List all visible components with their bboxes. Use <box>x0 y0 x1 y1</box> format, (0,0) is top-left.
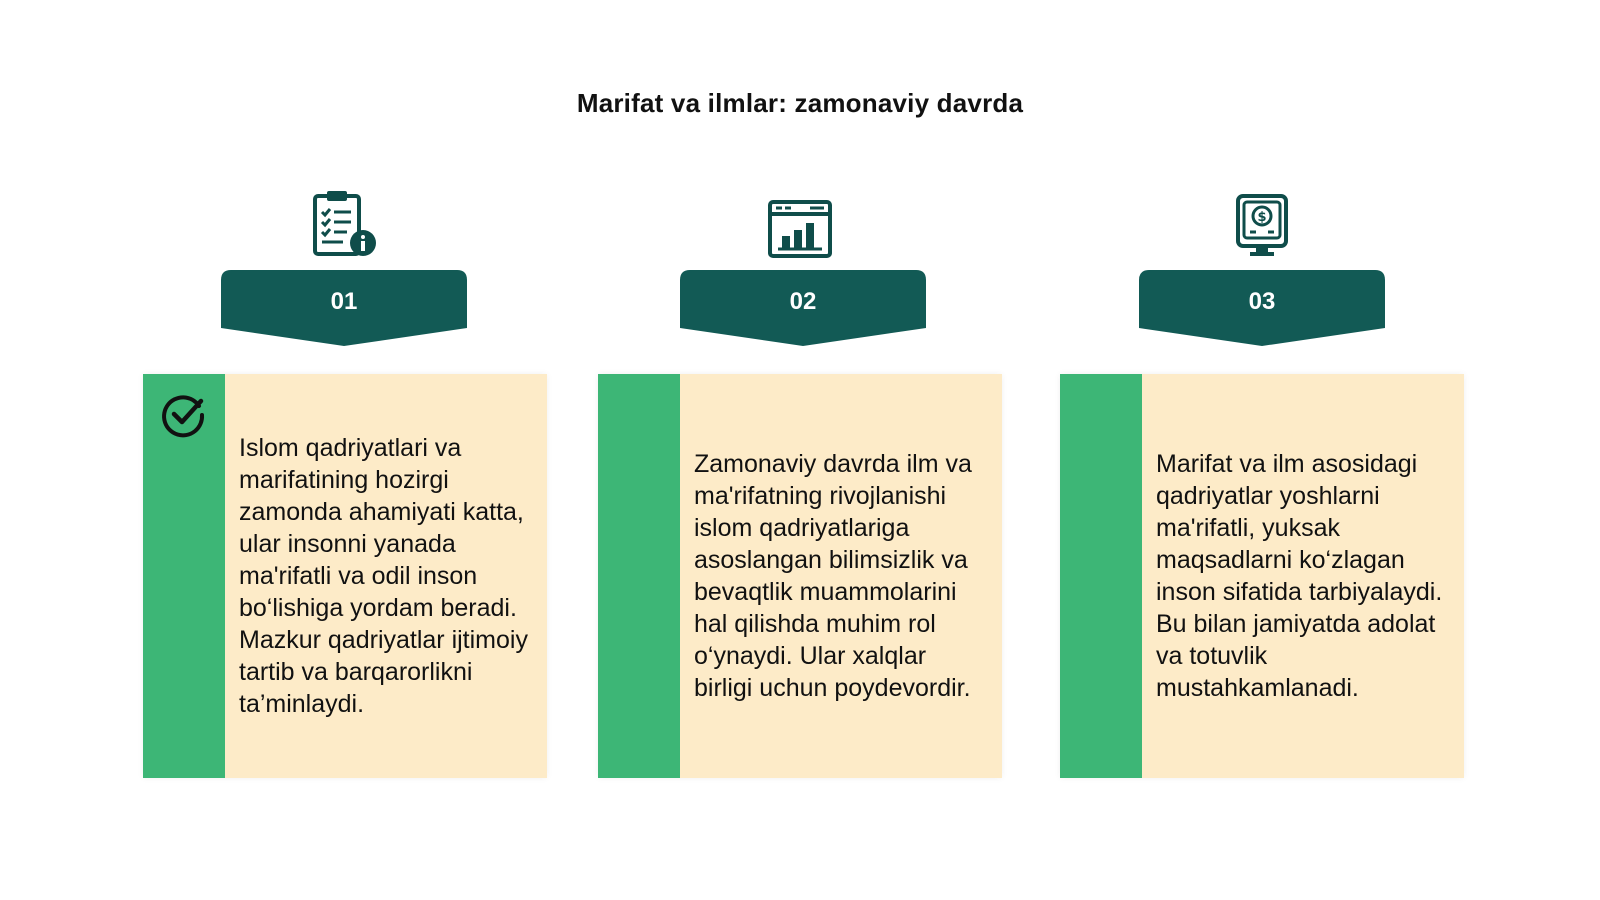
step-number: 03 <box>1248 288 1276 315</box>
svg-text:$: $ <box>1257 210 1267 225</box>
bar-chart-window-icon <box>764 192 836 264</box>
step-badge-2 <box>680 270 926 350</box>
step-card-3 <box>1060 374 1464 778</box>
step-badge-1 <box>221 270 467 350</box>
step-number: 01 <box>330 288 358 315</box>
step-description <box>694 374 988 778</box>
step-description-text: Islom qadriyatlari va marifatining hozirgi zamonda ahamiyati katta, ular insonni yanada ma'rifatli va odil inson bo‘lishiga yordam beradi. Mazkur qadriyatlar ijtimoiy tartib va barqarorlikni ta’minlaydi. <box>239 434 528 718</box>
step-description <box>1156 374 1450 778</box>
card-accent-strip <box>598 374 680 778</box>
step-description <box>239 374 533 778</box>
money-monitor-icon <box>1226 190 1298 262</box>
step-badge-3 <box>1139 270 1385 350</box>
step-card-2 <box>598 374 1002 778</box>
clipboard-checklist-icon <box>309 188 381 260</box>
card-accent-strip <box>1060 374 1142 778</box>
step-card-1 <box>143 374 547 778</box>
step-description-text: Marifat va ilm asosidagi qadriyatlar yoshlarni ma'rifatli, yuksak maqsadlarni ko‘zlagan inson sifatida tarbiyalaydi. Bu bilan jamiyatda adolat va totuvlik mustahkamlanadi. <box>1156 450 1443 702</box>
check-circle-icon <box>161 392 207 438</box>
step-description-text: Zamonaviy davrda ilm va ma'rifatning rivojlanishi islom qadriyatlariga asoslangan bilimsizlik va bevaqtlik muammolarini hal qilishda muhim rol o‘ynaydi. Ular xalqlar birligi uchun poydevordir. <box>694 450 972 702</box>
page-title: Marifat va ilmlar: zamonaviy davrda <box>576 88 1024 118</box>
step-number: 02 <box>789 288 817 315</box>
